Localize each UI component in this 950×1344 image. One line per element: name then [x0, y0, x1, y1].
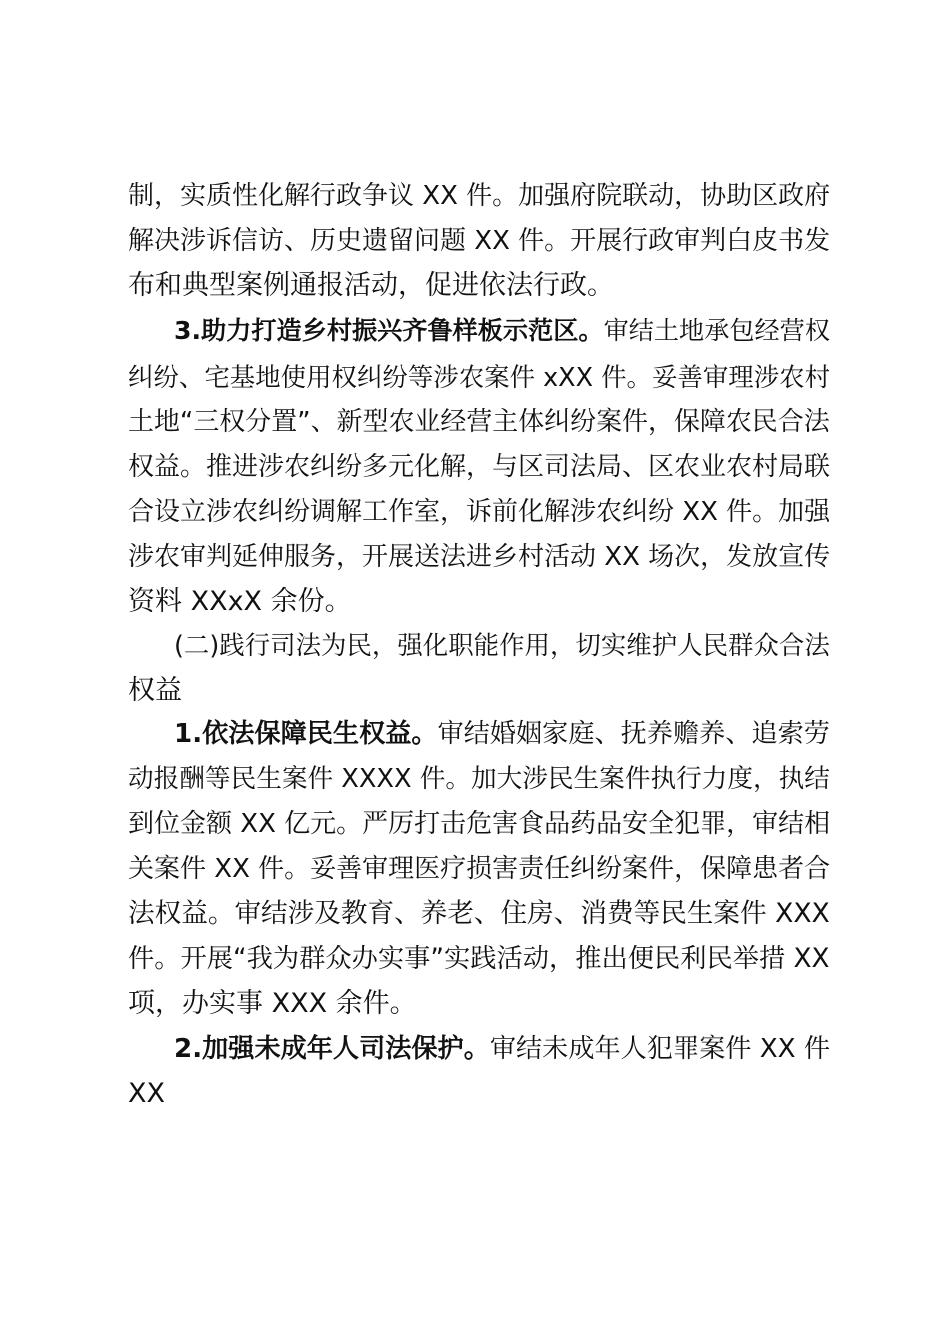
- text-line: XX: [128, 1078, 165, 1109]
- text-line: 关案件 XX 件。妥善审理医疗损害责任纠纷案件，保障患者合: [128, 854, 831, 884]
- section-1-heading: 1.依法保障民生权益。: [174, 719, 438, 749]
- subsection-heading-line: (二)践行司法为民，强化职能作用，切实维护人民群众合法: [174, 631, 830, 661]
- text-line: 法权益。审结涉及教育、养老、住房、消费等民生案件 XXX: [128, 898, 830, 929]
- text-line: 合设立涉农纠纷调解工作室，诉前化解涉农纠纷 XX 件。加强: [128, 497, 831, 527]
- text-line: 动报酬等民生案件 XXXX 件。加大涉民生案件执行力度，执结: [128, 764, 830, 794]
- text-line: 涉农审判延伸服务，开展送法进乡村活动 XX 场次，发放宣传: [128, 542, 831, 572]
- text-line: 权益。推进涉农纠纷多元化解，与区司法局、区农业农村局联: [128, 452, 831, 482]
- text-line: 纠纷、宅基地使用权纠纷等涉农案件 xXX 件。妥善审理涉农村: [128, 362, 831, 392]
- text-line: 权益: [128, 675, 182, 706]
- section-3-heading: 3.助力打造乡村振兴齐鲁样板示范区。: [174, 316, 604, 345]
- section-2-heading: 2.加强未成年人司法保护。: [174, 1034, 490, 1064]
- text-line: 制，实质性化解行政争议 XX 件。加强府院联动，协助区政府: [128, 181, 831, 211]
- text-line: 项，办实事 XXX 余件。: [128, 988, 417, 1019]
- text-line: 解决涉诉信访、历史遗留问题 XX 件。开展行政审判白皮书发: [128, 226, 831, 256]
- section-3-first-line: [174, 316, 830, 346]
- section-1-first-line: [174, 719, 830, 749]
- text-line: 资料 XXxX 余份。: [128, 586, 352, 617]
- section-2-first-line: [174, 1034, 830, 1064]
- section-2-text: 审结未成年人犯罪案件 XX 件: [489, 1034, 831, 1064]
- text-line: 土地“三权分置”、新型农业经营主体纠纷案件，保障农民合法: [128, 407, 830, 437]
- section-1-text: 审结婚姻家庭、抚养赡养、追索劳: [437, 719, 830, 749]
- text-line: 件。开展“我为群众办实事”实践活动，推出便民利民举措 XX: [128, 944, 830, 974]
- text-line: 布和典型案例通报活动，促进依法行政。: [128, 270, 614, 301]
- section-3-text: 审结土地承包经营权: [603, 316, 830, 345]
- text-line: 到位金额 XX 亿元。严厉打击危害食品药品安全犯罪，审结相: [128, 809, 831, 839]
